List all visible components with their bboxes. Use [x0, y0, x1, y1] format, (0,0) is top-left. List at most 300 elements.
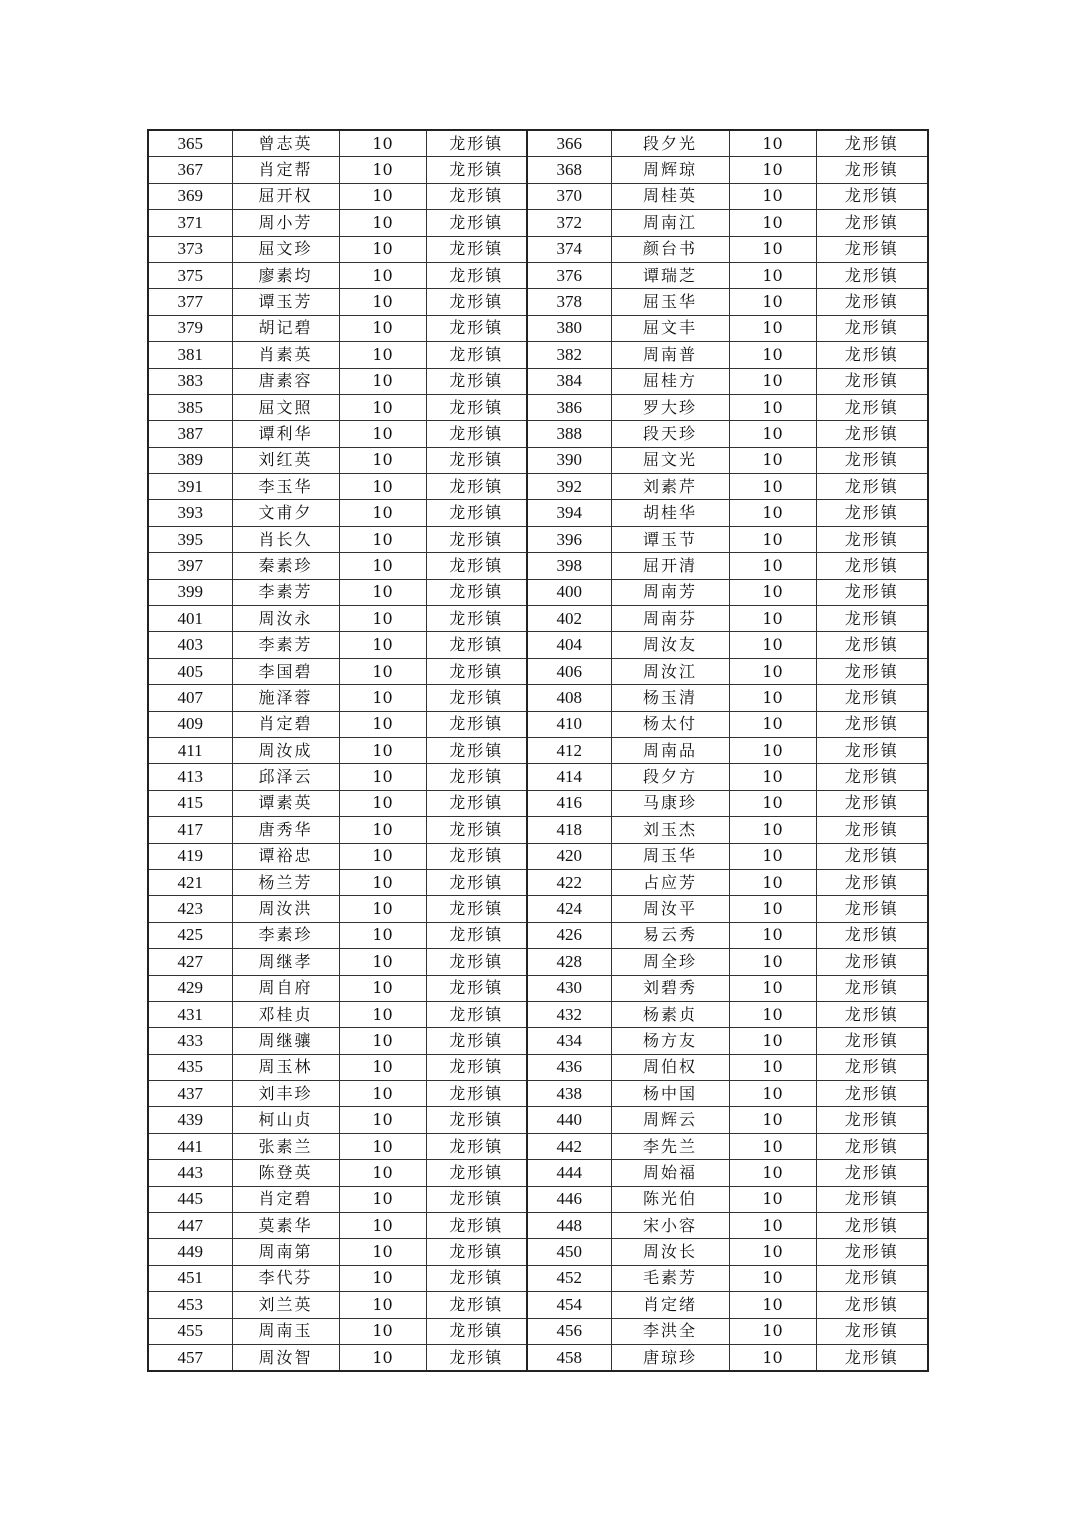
amount-cell: 10 — [339, 1028, 426, 1054]
person-name-cell: 周汝洪 — [232, 896, 339, 922]
record-number-cell: 397 — [148, 553, 232, 579]
town-name-cell: 龙形镇 — [426, 843, 527, 869]
town-name-cell: 龙形镇 — [816, 183, 928, 209]
amount-cell: 10 — [729, 1028, 816, 1054]
table-row — [148, 447, 928, 473]
table-row — [148, 474, 928, 500]
town-name-cell: 龙形镇 — [426, 1213, 527, 1239]
amount-cell: 10 — [339, 315, 426, 341]
amount-cell: 10 — [729, 157, 816, 183]
town-name-cell: 龙形镇 — [426, 632, 527, 658]
town-name-cell: 龙形镇 — [426, 289, 527, 315]
record-number-cell: 375 — [148, 262, 232, 288]
record-number-cell: 425 — [148, 922, 232, 948]
table-row — [148, 975, 928, 1001]
record-number-cell: 384 — [527, 368, 611, 394]
person-name-cell: 周汝永 — [232, 606, 339, 632]
amount-cell: 10 — [339, 922, 426, 948]
town-name-cell: 龙形镇 — [816, 262, 928, 288]
town-name-cell: 龙形镇 — [816, 1133, 928, 1159]
person-name-cell: 周南芳 — [611, 579, 729, 605]
town-name-cell: 龙形镇 — [426, 236, 527, 262]
person-name-cell: 刘玉杰 — [611, 817, 729, 843]
amount-cell: 10 — [339, 1186, 426, 1212]
person-name-cell: 施泽蓉 — [232, 685, 339, 711]
record-number-cell: 419 — [148, 843, 232, 869]
town-name-cell: 龙形镇 — [426, 368, 527, 394]
table-row — [148, 526, 928, 552]
person-name-cell: 邓桂贞 — [232, 1001, 339, 1027]
record-number-cell: 399 — [148, 579, 232, 605]
town-name-cell: 龙形镇 — [426, 553, 527, 579]
town-name-cell: 龙形镇 — [816, 1318, 928, 1344]
town-name-cell: 龙形镇 — [426, 1028, 527, 1054]
town-name-cell: 龙形镇 — [426, 500, 527, 526]
record-number-cell: 414 — [527, 764, 611, 790]
person-name-cell: 胡记碧 — [232, 315, 339, 341]
person-name-cell: 杨太付 — [611, 711, 729, 737]
table-row — [148, 922, 928, 948]
town-name-cell: 龙形镇 — [426, 421, 527, 447]
person-name-cell: 杨玉清 — [611, 685, 729, 711]
table-row — [148, 183, 928, 209]
amount-cell: 10 — [729, 183, 816, 209]
amount-cell: 10 — [729, 790, 816, 816]
amount-cell: 10 — [339, 526, 426, 552]
person-name-cell: 周南芬 — [611, 606, 729, 632]
person-name-cell: 肖定绪 — [611, 1292, 729, 1318]
record-number-cell: 388 — [527, 421, 611, 447]
table-row — [148, 711, 928, 737]
table-row — [148, 949, 928, 975]
record-number-cell: 405 — [148, 658, 232, 684]
record-number-cell: 408 — [527, 685, 611, 711]
person-name-cell: 颜台书 — [611, 236, 729, 262]
town-name-cell: 龙形镇 — [816, 685, 928, 711]
record-number-cell: 392 — [527, 474, 611, 500]
amount-cell: 10 — [339, 711, 426, 737]
town-name-cell: 龙形镇 — [426, 1292, 527, 1318]
record-number-cell: 453 — [148, 1292, 232, 1318]
person-name-cell: 屈桂方 — [611, 368, 729, 394]
town-name-cell: 龙形镇 — [816, 421, 928, 447]
person-name-cell: 杨素贞 — [611, 1001, 729, 1027]
amount-cell: 10 — [729, 1344, 816, 1371]
record-number-cell: 366 — [527, 130, 611, 157]
amount-cell: 10 — [339, 1160, 426, 1186]
record-number-cell: 386 — [527, 394, 611, 420]
roster-table — [147, 129, 929, 1372]
person-name-cell: 屈文珍 — [232, 236, 339, 262]
town-name-cell: 龙形镇 — [426, 869, 527, 895]
amount-cell: 10 — [339, 210, 426, 236]
amount-cell: 10 — [729, 236, 816, 262]
person-name-cell: 陈登英 — [232, 1160, 339, 1186]
table-row — [148, 210, 928, 236]
amount-cell: 10 — [729, 368, 816, 394]
town-name-cell: 龙形镇 — [816, 1344, 928, 1371]
record-number-cell: 450 — [527, 1239, 611, 1265]
table-row — [148, 1265, 928, 1291]
amount-cell: 10 — [729, 764, 816, 790]
record-number-cell: 387 — [148, 421, 232, 447]
town-name-cell: 龙形镇 — [426, 764, 527, 790]
table-row — [148, 737, 928, 763]
town-name-cell: 龙形镇 — [816, 1107, 928, 1133]
amount-cell: 10 — [729, 658, 816, 684]
town-name-cell: 龙形镇 — [426, 315, 527, 341]
town-name-cell: 龙形镇 — [816, 606, 928, 632]
amount-cell: 10 — [339, 1239, 426, 1265]
record-number-cell: 424 — [527, 896, 611, 922]
amount-cell: 10 — [339, 262, 426, 288]
town-name-cell: 龙形镇 — [426, 1081, 527, 1107]
record-number-cell: 385 — [148, 394, 232, 420]
person-name-cell: 刘丰珍 — [232, 1081, 339, 1107]
amount-cell: 10 — [339, 289, 426, 315]
table-row — [148, 1054, 928, 1080]
person-name-cell: 唐琼珍 — [611, 1344, 729, 1371]
amount-cell: 10 — [339, 1344, 426, 1371]
amount-cell: 10 — [339, 737, 426, 763]
amount-cell: 10 — [729, 289, 816, 315]
record-number-cell: 433 — [148, 1028, 232, 1054]
record-number-cell: 456 — [527, 1318, 611, 1344]
table-row — [148, 342, 928, 368]
record-number-cell: 447 — [148, 1213, 232, 1239]
record-number-cell: 382 — [527, 342, 611, 368]
person-name-cell: 李国碧 — [232, 658, 339, 684]
person-name-cell: 周汝友 — [611, 632, 729, 658]
person-name-cell: 周汝长 — [611, 1239, 729, 1265]
town-name-cell: 龙形镇 — [816, 922, 928, 948]
person-name-cell: 周伯权 — [611, 1054, 729, 1080]
person-name-cell: 杨方友 — [611, 1028, 729, 1054]
table-row — [148, 1081, 928, 1107]
person-name-cell: 谭素英 — [232, 790, 339, 816]
amount-cell: 10 — [339, 1107, 426, 1133]
record-number-cell: 436 — [527, 1054, 611, 1080]
person-name-cell: 柯山贞 — [232, 1107, 339, 1133]
amount-cell: 10 — [339, 130, 426, 157]
person-name-cell: 杨兰芳 — [232, 869, 339, 895]
person-name-cell: 段夕光 — [611, 130, 729, 157]
amount-cell: 10 — [729, 949, 816, 975]
record-number-cell: 378 — [527, 289, 611, 315]
record-number-cell: 410 — [527, 711, 611, 737]
table-row — [148, 500, 928, 526]
person-name-cell: 马康珍 — [611, 790, 729, 816]
person-name-cell: 肖素英 — [232, 342, 339, 368]
person-name-cell: 周自府 — [232, 975, 339, 1001]
town-name-cell: 龙形镇 — [816, 817, 928, 843]
town-name-cell: 龙形镇 — [816, 1292, 928, 1318]
record-number-cell: 371 — [148, 210, 232, 236]
table-row — [148, 289, 928, 315]
town-name-cell: 龙形镇 — [426, 1318, 527, 1344]
town-name-cell: 龙形镇 — [816, 368, 928, 394]
person-name-cell: 陈光伯 — [611, 1186, 729, 1212]
town-name-cell: 龙形镇 — [816, 1160, 928, 1186]
record-number-cell: 379 — [148, 315, 232, 341]
town-name-cell: 龙形镇 — [426, 922, 527, 948]
person-name-cell: 李先兰 — [611, 1133, 729, 1159]
person-name-cell: 廖素均 — [232, 262, 339, 288]
town-name-cell: 龙形镇 — [816, 579, 928, 605]
amount-cell: 10 — [339, 500, 426, 526]
person-name-cell: 易云秀 — [611, 922, 729, 948]
amount-cell: 10 — [729, 869, 816, 895]
town-name-cell: 龙形镇 — [816, 1265, 928, 1291]
record-number-cell: 381 — [148, 342, 232, 368]
amount-cell: 10 — [729, 1265, 816, 1291]
record-number-cell: 445 — [148, 1186, 232, 1212]
person-name-cell: 李素芳 — [232, 579, 339, 605]
town-name-cell: 龙形镇 — [426, 1186, 527, 1212]
amount-cell: 10 — [339, 394, 426, 420]
person-name-cell: 周辉云 — [611, 1107, 729, 1133]
person-name-cell: 谭利华 — [232, 421, 339, 447]
record-number-cell: 412 — [527, 737, 611, 763]
town-name-cell: 龙形镇 — [816, 236, 928, 262]
record-number-cell: 452 — [527, 1265, 611, 1291]
record-number-cell: 432 — [527, 1001, 611, 1027]
record-number-cell: 430 — [527, 975, 611, 1001]
amount-cell: 10 — [339, 975, 426, 1001]
town-name-cell: 龙形镇 — [426, 183, 527, 209]
amount-cell: 10 — [339, 1081, 426, 1107]
town-name-cell: 龙形镇 — [816, 737, 928, 763]
roster-body — [148, 130, 928, 1371]
person-name-cell: 周始福 — [611, 1160, 729, 1186]
person-name-cell: 李玉华 — [232, 474, 339, 500]
record-number-cell: 391 — [148, 474, 232, 500]
record-number-cell: 418 — [527, 817, 611, 843]
record-number-cell: 367 — [148, 157, 232, 183]
table-row — [148, 632, 928, 658]
table-row — [148, 157, 928, 183]
person-name-cell: 杨中国 — [611, 1081, 729, 1107]
town-name-cell: 龙形镇 — [816, 975, 928, 1001]
table-row — [148, 1239, 928, 1265]
record-number-cell: 449 — [148, 1239, 232, 1265]
person-name-cell: 周桂英 — [611, 183, 729, 209]
person-name-cell: 周南第 — [232, 1239, 339, 1265]
person-name-cell: 刘红英 — [232, 447, 339, 473]
amount-cell: 10 — [339, 474, 426, 500]
amount-cell: 10 — [729, 394, 816, 420]
record-number-cell: 404 — [527, 632, 611, 658]
amount-cell: 10 — [339, 817, 426, 843]
amount-cell: 10 — [339, 949, 426, 975]
record-number-cell: 415 — [148, 790, 232, 816]
amount-cell: 10 — [729, 1186, 816, 1212]
person-name-cell: 周辉琼 — [611, 157, 729, 183]
town-name-cell: 龙形镇 — [426, 790, 527, 816]
person-name-cell: 刘素芹 — [611, 474, 729, 500]
record-number-cell: 409 — [148, 711, 232, 737]
town-name-cell: 龙形镇 — [426, 1054, 527, 1080]
record-number-cell: 437 — [148, 1081, 232, 1107]
town-name-cell: 龙形镇 — [816, 394, 928, 420]
record-number-cell: 407 — [148, 685, 232, 711]
amount-cell: 10 — [729, 474, 816, 500]
amount-cell: 10 — [339, 1001, 426, 1027]
town-name-cell: 龙形镇 — [426, 474, 527, 500]
amount-cell: 10 — [729, 843, 816, 869]
record-number-cell: 401 — [148, 606, 232, 632]
town-name-cell: 龙形镇 — [816, 1186, 928, 1212]
person-name-cell: 屈开权 — [232, 183, 339, 209]
table-row — [148, 315, 928, 341]
table-row — [148, 685, 928, 711]
amount-cell: 10 — [339, 685, 426, 711]
amount-cell: 10 — [729, 447, 816, 473]
table-row — [148, 658, 928, 684]
town-name-cell: 龙形镇 — [426, 711, 527, 737]
record-number-cell: 458 — [527, 1344, 611, 1371]
amount-cell: 10 — [339, 553, 426, 579]
town-name-cell: 龙形镇 — [816, 869, 928, 895]
record-number-cell: 396 — [527, 526, 611, 552]
town-name-cell: 龙形镇 — [816, 315, 928, 341]
table-row — [148, 1107, 928, 1133]
person-name-cell: 曾志英 — [232, 130, 339, 157]
person-name-cell: 屈文丰 — [611, 315, 729, 341]
record-number-cell: 373 — [148, 236, 232, 262]
person-name-cell: 周全珍 — [611, 949, 729, 975]
table-row — [148, 896, 928, 922]
person-name-cell: 占应芳 — [611, 869, 729, 895]
person-name-cell: 莫素华 — [232, 1213, 339, 1239]
town-name-cell: 龙形镇 — [426, 975, 527, 1001]
town-name-cell: 龙形镇 — [816, 526, 928, 552]
record-number-cell: 451 — [148, 1265, 232, 1291]
person-name-cell: 秦素珍 — [232, 553, 339, 579]
person-name-cell: 周汝江 — [611, 658, 729, 684]
person-name-cell: 周小芳 — [232, 210, 339, 236]
town-name-cell: 龙形镇 — [426, 817, 527, 843]
table-row — [148, 1001, 928, 1027]
amount-cell: 10 — [339, 342, 426, 368]
town-name-cell: 龙形镇 — [426, 737, 527, 763]
table-row — [148, 1318, 928, 1344]
person-name-cell: 谭裕忠 — [232, 843, 339, 869]
person-name-cell: 周汝智 — [232, 1344, 339, 1371]
town-name-cell: 龙形镇 — [816, 289, 928, 315]
amount-cell: 10 — [729, 342, 816, 368]
table-row — [148, 869, 928, 895]
amount-cell: 10 — [339, 368, 426, 394]
record-number-cell: 440 — [527, 1107, 611, 1133]
amount-cell: 10 — [339, 1292, 426, 1318]
record-number-cell: 374 — [527, 236, 611, 262]
table-row — [148, 817, 928, 843]
record-number-cell: 400 — [527, 579, 611, 605]
record-number-cell: 441 — [148, 1133, 232, 1159]
record-number-cell: 398 — [527, 553, 611, 579]
table-row — [148, 368, 928, 394]
town-name-cell: 龙形镇 — [426, 447, 527, 473]
amount-cell: 10 — [729, 421, 816, 447]
person-name-cell: 李素芳 — [232, 632, 339, 658]
record-number-cell: 438 — [527, 1081, 611, 1107]
amount-cell: 10 — [729, 685, 816, 711]
town-name-cell: 龙形镇 — [426, 896, 527, 922]
person-name-cell: 屈开清 — [611, 553, 729, 579]
town-name-cell: 龙形镇 — [816, 1239, 928, 1265]
record-number-cell: 380 — [527, 315, 611, 341]
person-name-cell: 胡桂华 — [611, 500, 729, 526]
town-name-cell: 龙形镇 — [816, 474, 928, 500]
record-number-cell: 417 — [148, 817, 232, 843]
record-number-cell: 426 — [527, 922, 611, 948]
town-name-cell: 龙形镇 — [816, 896, 928, 922]
town-name-cell: 龙形镇 — [816, 1001, 928, 1027]
record-number-cell: 395 — [148, 526, 232, 552]
person-name-cell: 周玉林 — [232, 1054, 339, 1080]
town-name-cell: 龙形镇 — [426, 1265, 527, 1291]
amount-cell: 10 — [339, 1265, 426, 1291]
record-number-cell: 428 — [527, 949, 611, 975]
amount-cell: 10 — [729, 1213, 816, 1239]
record-number-cell: 390 — [527, 447, 611, 473]
person-name-cell: 周南玉 — [232, 1318, 339, 1344]
person-name-cell: 刘兰英 — [232, 1292, 339, 1318]
amount-cell: 10 — [729, 606, 816, 632]
town-name-cell: 龙形镇 — [426, 658, 527, 684]
record-number-cell: 439 — [148, 1107, 232, 1133]
town-name-cell: 龙形镇 — [816, 949, 928, 975]
record-number-cell: 443 — [148, 1160, 232, 1186]
amount-cell: 10 — [339, 421, 426, 447]
town-name-cell: 龙形镇 — [816, 500, 928, 526]
town-name-cell: 龙形镇 — [426, 262, 527, 288]
amount-cell: 10 — [339, 579, 426, 605]
amount-cell: 10 — [729, 553, 816, 579]
town-name-cell: 龙形镇 — [816, 210, 928, 236]
table-row — [148, 764, 928, 790]
amount-cell: 10 — [339, 764, 426, 790]
table-row — [148, 606, 928, 632]
record-number-cell: 365 — [148, 130, 232, 157]
table-row — [148, 262, 928, 288]
town-name-cell: 龙形镇 — [816, 447, 928, 473]
person-name-cell: 张素兰 — [232, 1133, 339, 1159]
table-row — [148, 394, 928, 420]
record-number-cell: 446 — [527, 1186, 611, 1212]
record-number-cell: 421 — [148, 869, 232, 895]
table-row — [148, 1292, 928, 1318]
record-number-cell: 413 — [148, 764, 232, 790]
person-name-cell: 屈文照 — [232, 394, 339, 420]
town-name-cell: 龙形镇 — [426, 1160, 527, 1186]
town-name-cell: 龙形镇 — [816, 711, 928, 737]
amount-cell: 10 — [339, 658, 426, 684]
person-name-cell: 屈玉华 — [611, 289, 729, 315]
amount-cell: 10 — [729, 737, 816, 763]
table-row — [148, 579, 928, 605]
amount-cell: 10 — [729, 315, 816, 341]
amount-cell: 10 — [339, 790, 426, 816]
town-name-cell: 龙形镇 — [426, 342, 527, 368]
amount-cell: 10 — [729, 1081, 816, 1107]
town-name-cell: 龙形镇 — [426, 526, 527, 552]
amount-cell: 10 — [729, 1160, 816, 1186]
town-name-cell: 龙形镇 — [426, 606, 527, 632]
town-name-cell: 龙形镇 — [426, 1133, 527, 1159]
record-number-cell: 370 — [527, 183, 611, 209]
